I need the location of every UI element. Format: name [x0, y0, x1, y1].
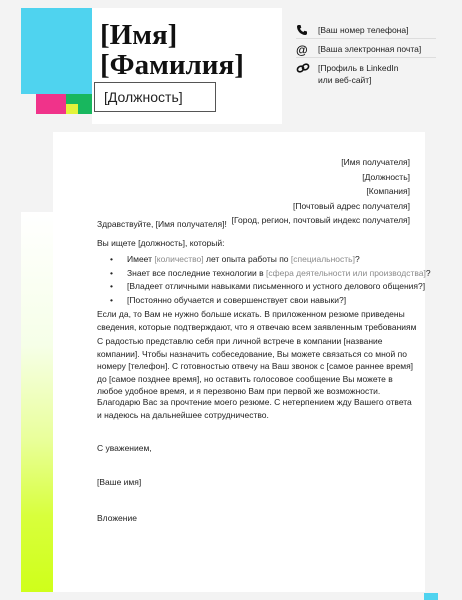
linkedin-line2: или веб-сайт]	[318, 75, 372, 85]
bullet-text: Знает все последние технологии в	[127, 267, 267, 278]
placeholder-text: [сфера деятельности или производства]	[266, 267, 426, 278]
last-name[interactable]: [Фамилия]	[100, 49, 244, 81]
bullet-text: ?	[354, 254, 360, 264]
letter-paragraph-3[interactable]: Благодарю Вас за прочтение моего резюме. С нетерпением жду Вашего ответа и надеюсь на дальнейшее сотрудничество.	[97, 397, 412, 420]
accent-strip-gradient	[21, 212, 53, 592]
letter-enclosure[interactable]: Вложение	[97, 513, 137, 523]
position-field[interactable]: [Должность]	[94, 82, 216, 112]
phone-icon	[296, 24, 312, 38]
accent-block-magenta	[36, 94, 66, 114]
applicant-name[interactable]	[100, 20, 244, 80]
letter-signature[interactable]: [Ваше имя]	[97, 477, 142, 487]
letter-paragraph-2[interactable]: С радостью представлю себя при личной встрече в компании [название компании]. Чтобы назначить собеседование, Вы можете связаться со мной по номеру [телефон]. С готовностью отвечу на Ваш звонок с [самое раннее время] до [самое позднее время], но оставить голосовое сообщение Вы можете в любое удобное время, и я перезвоню Вам при первой же возможности.	[97, 336, 414, 396]
link-icon	[296, 62, 312, 76]
accent-block-cyan-bottom	[424, 593, 438, 600]
list-item[interactable]	[110, 267, 431, 281]
list-item[interactable]: • [Постоянно обучается и совершенствует свои навыки?]	[110, 294, 410, 308]
first-name[interactable]: [Имя]	[100, 19, 178, 51]
phone-text: [Ваш номер телефона]	[318, 25, 409, 35]
recipient-city[interactable]: [Город, регион, почтовый индекс получателя]	[231, 215, 410, 226]
at-sign-icon: @	[296, 43, 308, 57]
bullet-text: Имеет	[127, 254, 155, 264]
list-item[interactable]	[110, 253, 410, 267]
linkedin-text	[318, 62, 398, 86]
bullet-text: лет опыта работы по	[203, 254, 291, 264]
bullet-text: ?	[425, 267, 431, 278]
placeholder-text: [специальность]	[290, 254, 355, 264]
letter-closing[interactable]: С уважением,	[97, 443, 152, 453]
accent-block-yellow	[66, 104, 78, 114]
contact-divider	[296, 57, 436, 58]
recipient-address[interactable]: [Почтовый адрес получателя]	[293, 200, 410, 211]
letter-intro[interactable]: Вы ищете [должность], который:	[97, 238, 225, 248]
accent-block-cyan	[21, 8, 92, 94]
placeholder-text: [количество]	[154, 254, 204, 264]
letter-greeting[interactable]: Здравствуйте, [Имя получателя]!	[97, 219, 227, 229]
list-item[interactable]: • [Владеет отличными навыками письменного и устного делового общения?]	[110, 280, 410, 294]
recipient-company[interactable]: [Компания]	[366, 186, 410, 197]
recipient-position[interactable]: [Должность]	[362, 171, 410, 182]
recipient-name[interactable]: [Имя получателя]	[341, 157, 410, 167]
linkedin-line1: [Профиль в LinkedIn	[318, 63, 399, 73]
email-text: [Ваша электронная почта]	[318, 44, 422, 54]
requirements-list	[110, 253, 431, 307]
contact-divider	[296, 38, 436, 39]
letter-paragraph-1[interactable]: Если да, то Вам не нужно больше искать. В приложенном резюме приведены сведения, которые подтверждают, что я отвечаю всем заявленным требованиям	[97, 309, 417, 332]
